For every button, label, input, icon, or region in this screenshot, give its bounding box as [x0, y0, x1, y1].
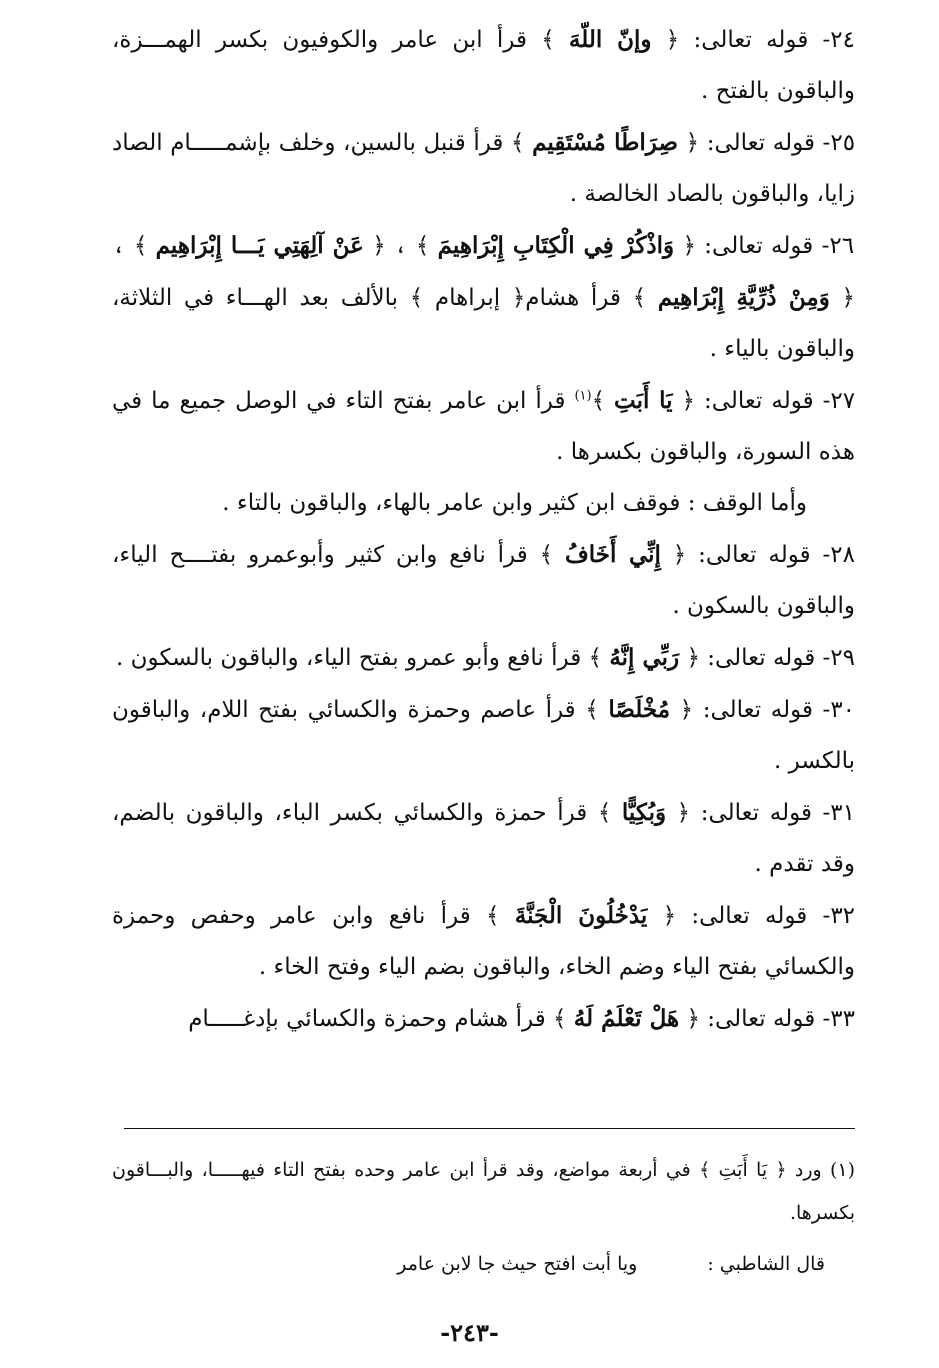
ornate-bracket: ﴾ [541, 27, 555, 53]
footnotes [112, 1149, 855, 1286]
paragraph-31 [112, 787, 855, 890]
ornate-bracket: ﴾ [511, 130, 525, 156]
ornate-bracket: ﴾ [699, 1159, 711, 1181]
paragraph-32 [112, 890, 855, 993]
item-number: ٢٤- قوله تعالى: [693, 27, 856, 53]
reading-text: قرأ ابن عامر والكوفيون بكسر الهمـــزة، والباقون بالفتح . [112, 27, 855, 104]
ornate-bracket: ﴿ [665, 27, 680, 53]
ornate-bracket: ﴾ [585, 697, 599, 723]
quran-word: هَلْ تَعْلَمُ لَهُ [573, 1005, 680, 1032]
reading-text: قرأ نافع وابن كثير وأبوعمرو بفتــــح الياء، والباقون بالسكون . [112, 542, 855, 619]
footnote-reference: (١) [574, 388, 592, 404]
ornate-bracket: ﴿ [676, 800, 691, 826]
quran-word: مُخْلَصًا [608, 696, 671, 723]
item-number: ٢٥- قوله تعالى: [706, 130, 856, 156]
ornate-bracket: ﴿ [372, 233, 386, 259]
ornate-bracket: ﴿ [681, 388, 695, 414]
footnote-text: في أربعة مواضع، وقد قرأ ابن عامر وحده بفتح التاء فيهـــــا، والبـــاقون بكسرها. [112, 1159, 855, 1224]
quran-word: وَمِنْ ذُرِّيَّةِ إِبْرَاهِيم [657, 284, 830, 311]
footnote-number: (١) ورد [794, 1159, 856, 1181]
quran-word: يَا أَبَتِ [614, 387, 673, 414]
item-number: ٣٢- قوله تعالى: [691, 903, 856, 929]
ornate-bracket: ﴾ [415, 233, 430, 259]
ornate-bracket: ﴿ [686, 645, 700, 671]
reading-text: قرأ حمزة والكسائي بكسر الباء، والباقون بالضم، وقد تقدم . [112, 800, 855, 877]
ornate-bracket: ﴿ [686, 1006, 700, 1032]
reading-text: قرأ عاصم وحمزة والكسائي بفتح اللام، والباقون بالكسر . [112, 697, 855, 774]
separator: ، [112, 233, 126, 259]
reading-text: قرأ هشام﴿ إبراهام ﴾ بالألف بعد الهـــاء في الثلاثة، والباقون بالياء . [112, 285, 855, 362]
ornate-bracket: ﴾ [133, 233, 148, 259]
paragraph-30 [112, 684, 855, 787]
paragraph-27 [112, 375, 855, 478]
footnote-divider [124, 1128, 855, 1129]
quran-word: وَاذْكُرْ فِي الْكِتَابِ إِبْرَاهِيمَ [437, 232, 675, 259]
ornate-bracket: ﴿ [685, 130, 700, 156]
paragraph-24 [112, 14, 855, 117]
paragraph-28 [112, 529, 855, 632]
separator: ، [385, 233, 408, 259]
footnote-1 [112, 1149, 855, 1235]
ornate-bracket: ﴿ [662, 903, 677, 929]
poem-verse: ويا أبت افتح حيث جا لابن عامر [397, 1253, 638, 1275]
paragraph-waqf [112, 478, 855, 529]
ornate-bracket: ﴾ [588, 645, 602, 671]
paragraph-33 [112, 993, 855, 1045]
reading-text: قرأ نافع وأبو عمرو بفتح الياء، والباقون بالسكون . [116, 645, 582, 671]
quran-word: يَدْخُلُونَ الْجَنَّةَ [514, 902, 648, 929]
quran-word: إِنِّي أَخَافُ [564, 541, 661, 568]
quran-word: وَبُكِيًّا [621, 799, 667, 826]
reading-text: قرأ قنبل بالسين، وخلف بإشمـــــام الصاد زايا، والباقون بالصاد الخالصة . [112, 130, 855, 207]
ornate-bracket: ﴾ [632, 285, 647, 311]
quran-word: عَنْ آلِهَتِي يَـــا إِبْرَاهِيم [155, 232, 364, 259]
paragraph-29 [112, 632, 855, 684]
item-number: ٢٨- قوله تعالى: [698, 542, 855, 568]
quran-word: رَبِّي إِنَّهُ [609, 644, 680, 671]
item-number: ٣١- قوله تعالى: [700, 800, 856, 826]
item-number: ٣٣- قوله تعالى: [707, 1006, 855, 1032]
item-number: ٢٧- قوله تعالى: [703, 388, 856, 414]
main-text [112, 14, 855, 1045]
paragraph-26 [112, 220, 855, 375]
quran-word: يَا أَبَتِ [718, 1159, 768, 1181]
item-number: ٢٦- قوله تعالى: [704, 233, 855, 259]
paragraph-25 [112, 117, 855, 220]
reading-text: قرأ هشام وحمزة والكسائي بإدغـــــام [188, 1006, 546, 1032]
quran-word: وإنّ اللّهَ [568, 26, 652, 53]
page-number: -٢٤٣- [440, 1318, 499, 1347]
ornate-bracket: ﴿ [679, 697, 694, 723]
ornate-bracket: ﴿ [682, 233, 696, 259]
item-number: ٣٠- قوله تعالى: [702, 697, 856, 723]
reading-text: وأما الوقف : فوقف ابن كثير وابن عامر بالهاء، والباقون بالتاء . [222, 490, 807, 516]
ornate-bracket: ﴿ [775, 1159, 787, 1181]
poem-attribution: قال الشاطبي : [707, 1253, 825, 1275]
ornate-bracket: ﴿ [672, 542, 687, 568]
quran-word: صِرَاطًا مُسْتَقِيم [532, 129, 679, 156]
ornate-bracket: ﴿ [841, 285, 856, 311]
ornate-bracket: ﴾ [591, 388, 606, 414]
item-number: ٢٩- قوله تعالى: [707, 645, 855, 671]
ornate-bracket: ﴾ [539, 542, 554, 568]
reading-text: قرأ نافع وابن عامر وحفص وحمزة والكسائي بفتح الياء وضم الخاء، والباقون بضم الياء وفتح الخاء . [112, 903, 855, 980]
poem-line [112, 1243, 855, 1286]
reading-text: قرأ ابن عامر بفتح التاء في الوصل جميع ما في هذه السورة، والباقون بكسرها . [112, 388, 855, 465]
ornate-bracket: ﴾ [597, 800, 612, 826]
ornate-bracket: ﴾ [553, 1006, 567, 1032]
ornate-bracket: ﴾ [485, 903, 500, 929]
